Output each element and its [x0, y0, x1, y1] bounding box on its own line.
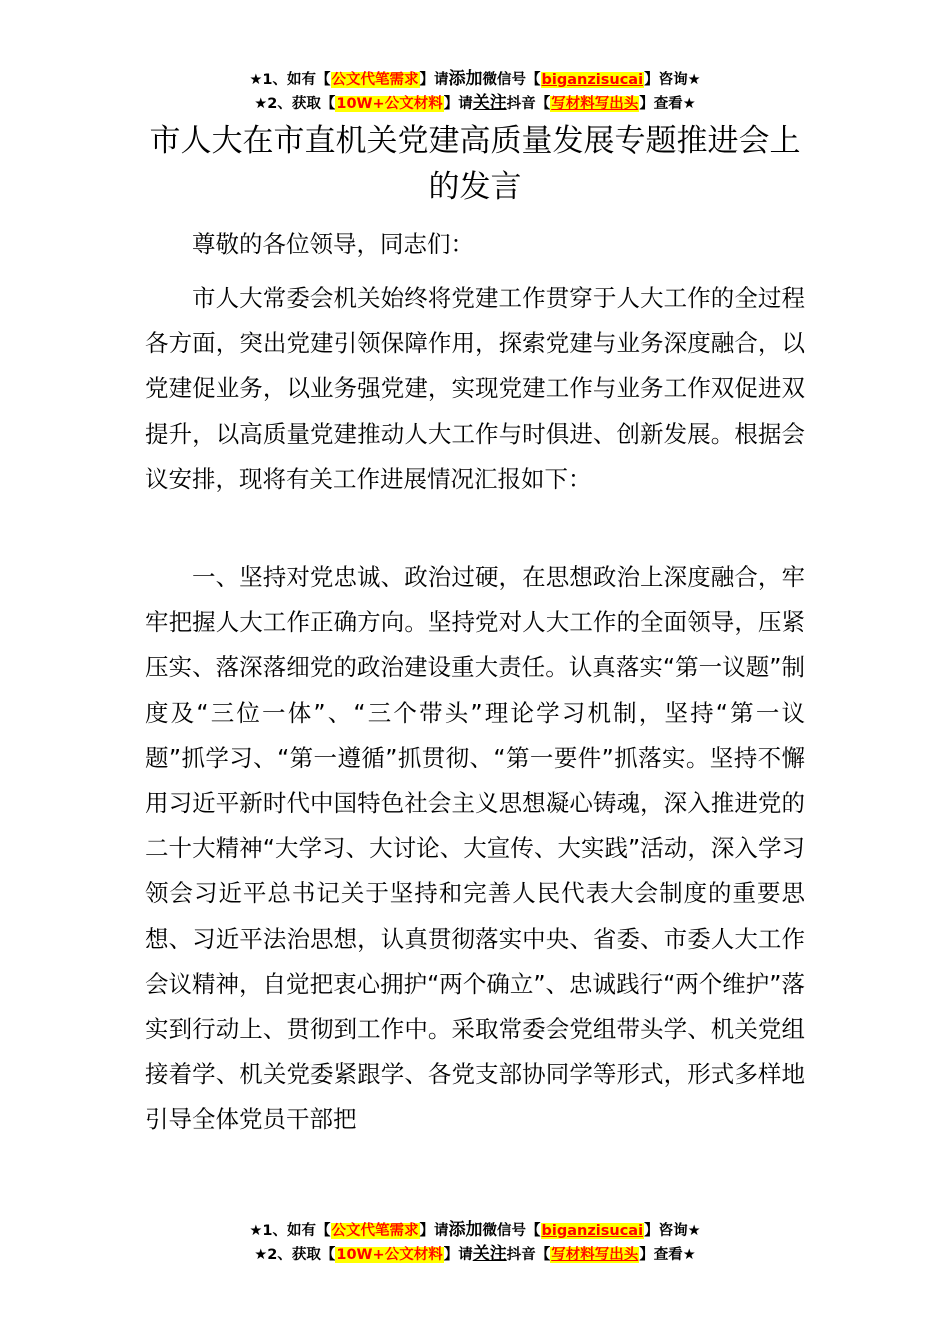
- banner-text: 】请: [443, 96, 473, 112]
- wechat-id-link[interactable]: biganzisucai: [541, 72, 644, 88]
- emphasis-text: 添加: [448, 1220, 483, 1240]
- banner-text: 抖音【: [506, 96, 551, 112]
- banner-text: 抖音【: [506, 1247, 551, 1263]
- wechat-id-link[interactable]: biganzisucai: [541, 1223, 644, 1239]
- banner-text: 】咨询★: [644, 72, 701, 88]
- banner-line-1: [0, 67, 950, 91]
- bottom-banner: [0, 1218, 950, 1266]
- emphasis-text: 添加: [448, 69, 483, 89]
- paragraph-intro: 市人大常委会机关始终将党建工作贯穿于人大工作的全过程各方面，突出党建引领保障作用，探索党建与业务深度融合，以党建促业务，以业务强党建，实现党建工作与业务工作双促进双提升，以高质量党建推动人大工作与时俱进、创新发展。根据会议安排，现将有关工作进展情况汇报如下：: [145, 284, 805, 493]
- emphasis-text: 关注: [472, 1244, 507, 1264]
- top-banner: [0, 67, 950, 115]
- banner-text: 微信号【: [482, 72, 541, 88]
- document-title: 市人大在市直机关党建高质量发展专题推进会上的发言: [149, 123, 801, 205]
- banner-text: ★2、获取【: [254, 96, 336, 112]
- douyin-account-link[interactable]: 写材料写出头: [551, 96, 639, 112]
- banner-line-2: [0, 91, 950, 115]
- banner-text: 】查看★: [639, 96, 696, 112]
- banner-text: ★2、获取【: [254, 1247, 336, 1263]
- materials-highlight: 10W+公文材料: [336, 1247, 443, 1263]
- materials-highlight: 10W+公文材料: [336, 96, 443, 112]
- service-highlight: 公文代笔需求: [331, 72, 419, 88]
- greeting: 尊敬的各位领导，同志们：: [192, 230, 474, 258]
- banner-text: 】咨询★: [644, 1223, 701, 1239]
- banner-text: 】查看★: [639, 1247, 696, 1263]
- banner-text: ★1、如有【: [249, 1223, 331, 1239]
- banner-text: 】请: [419, 72, 449, 88]
- douyin-account-link[interactable]: 写材料写出头: [551, 1247, 639, 1263]
- banner-text: 】请: [443, 1247, 473, 1263]
- paragraph-section-one: 一、坚持对党忠诚、政治过硬，在思想政治上深度融合，牢牢把握人大工作正确方向。坚持党对人大工作的全面领导，压紧压实、落深落细党的政治建设重大责任。认真落实“第一议题”制度及“三位一体”、“三个带头”理论学习机制，坚持“第一议题”抓学习、“第一遵循”抓贯彻、“第一要件”抓落实。坚持不懈用习近平新时代中国特色社会主义思想凝心铸魂，深入推进党的二十大精神“大学习、大讨论、大宣传、大实践”活动，深入学习领会习近平总书记关于坚持和完善人民代表大会制度的重要思想、习近平法治思想，认真贯彻落实中央、省委、市委人大工作会议精神，自觉把衷心拥护“两个确立”、忠诚践行“两个维护”落实到行动上、贯彻到工作中。采取常委会党组带头学、机关党组接着学、机关党委紧跟学、各党支部协同学等形式，形式多样地引导全体党员干部把: [145, 563, 805, 1134]
- banner-text: 】请: [419, 1223, 449, 1239]
- banner-line-2: [0, 1242, 950, 1266]
- emphasis-text: 关注: [472, 93, 507, 113]
- service-highlight: 公文代笔需求: [331, 1223, 419, 1239]
- banner-text: ★1、如有【: [249, 72, 331, 88]
- banner-line-1: [0, 1218, 950, 1242]
- banner-text: 微信号【: [482, 1223, 541, 1239]
